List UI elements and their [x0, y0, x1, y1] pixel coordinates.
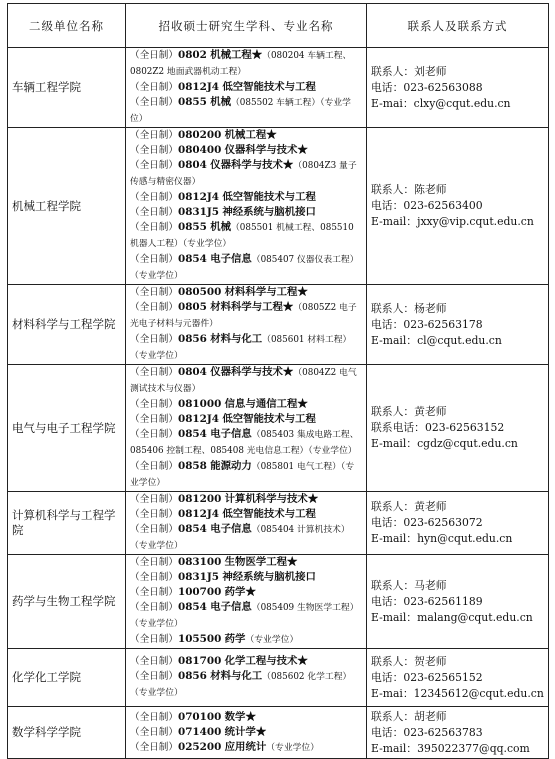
- program-mode: （全日制）: [130, 97, 178, 108]
- program-name: 低空智能技术与工程: [222, 81, 316, 93]
- contact-phone: 联系电话：023-62563152: [371, 421, 505, 434]
- program-line: [130, 522, 362, 554]
- program-code: 0812J4: [177, 191, 220, 203]
- program-line: [130, 585, 362, 600]
- program-name: 电子信息: [210, 253, 252, 265]
- program-name: 应用统计: [224, 740, 267, 753]
- program-line: [130, 220, 362, 252]
- program-mode: （全日制）: [130, 634, 178, 645]
- program-code: 105500: [177, 633, 222, 645]
- program-code: 0854: [177, 523, 207, 535]
- program-code: 0831J5: [177, 571, 220, 583]
- program-code: 0804: [177, 366, 207, 378]
- program-list: [126, 649, 367, 707]
- program-mode: （全日制）: [130, 711, 178, 723]
- program-mode: （全日制）: [130, 414, 178, 425]
- program-sub: （0804Z2 电气测试技术与仪器）: [130, 368, 357, 394]
- program-code: 0855: [177, 96, 207, 108]
- program-mode: （全日制）: [130, 726, 178, 738]
- program-name: 神经系统与脑机接口: [222, 571, 316, 583]
- program-mode: （全日制）: [130, 524, 178, 535]
- program-list: [126, 707, 367, 759]
- program-line: [130, 654, 362, 669]
- contact-email: E-mail：395022377@qq.com: [371, 741, 530, 755]
- program-code: 0812J4: [177, 413, 220, 425]
- program-name: 仪器科学与技术★: [224, 144, 308, 156]
- program-sub: （专业学位）: [245, 635, 299, 645]
- program-sub: （085601 材料工程）（专业学位）: [130, 335, 352, 361]
- program-mode: （全日制）: [130, 254, 178, 265]
- program-code: 071400: [177, 725, 222, 738]
- program-mode: （全日制）: [130, 656, 178, 667]
- program-code: 080400: [177, 144, 222, 156]
- contact-phone: 电话：023-62563088: [371, 80, 483, 94]
- program-sub: （0804Z3 量子传感与精密仪器）: [130, 161, 357, 187]
- program-line: [130, 427, 362, 459]
- program-mode: （全日制）: [130, 557, 178, 568]
- contact-info: [367, 492, 549, 555]
- program-code: 0856: [177, 670, 207, 682]
- program-mode: （全日制）: [130, 145, 178, 156]
- contact-person: 联系人：刘老师: [371, 64, 447, 78]
- program-name: 神经系统与脑机接口: [222, 206, 316, 218]
- unit-name: 计算机科学与工程学院: [8, 492, 126, 555]
- program-list: [126, 555, 367, 649]
- program-sub: （085502 车辆工程）（专业学位）: [130, 98, 351, 124]
- program-code: 070100: [177, 710, 222, 723]
- program-line: [130, 632, 362, 648]
- unit-name: 电气与电子工程学院: [8, 365, 126, 492]
- contact-phone: 电话：023-62563783: [371, 725, 483, 739]
- unit-name: 数学科学学院: [8, 707, 126, 759]
- contact-email: E-mail：cgdz@cqut.edu.cn: [371, 437, 518, 450]
- program-mode: （全日制）: [130, 192, 178, 203]
- program-line: [130, 725, 362, 740]
- program-code: 0805: [177, 301, 207, 313]
- program-line: [130, 300, 362, 332]
- unit-name: 机械工程学院: [8, 128, 126, 285]
- program-name: 能源动力: [210, 460, 252, 472]
- program-code: 080500: [177, 286, 222, 298]
- program-list: [126, 285, 367, 365]
- program-name: 药学: [224, 633, 246, 645]
- program-mode: （全日制）: [130, 334, 178, 345]
- contact-email: E-mail：jxxy@vip.cqut.edu.cn: [371, 215, 534, 228]
- program-code: 081200: [177, 493, 222, 505]
- program-name: 机械: [210, 221, 231, 233]
- contact-person: 联系人：黄老师: [371, 500, 447, 513]
- program-code: 0856: [177, 333, 207, 345]
- program-sub: （085501 机械工程、085510 机器人工程）（专业学位）: [130, 223, 354, 249]
- table-body: [8, 48, 549, 759]
- table-row: [8, 707, 549, 759]
- program-sub: （085602 化学工程）（专业学位）: [130, 672, 352, 698]
- table-row: [8, 128, 549, 285]
- program-name: 数学★: [224, 710, 256, 723]
- unit-name: 药学与生物工程学院: [8, 555, 126, 649]
- contact-info: [367, 365, 549, 492]
- program-mode: （全日制）: [130, 82, 178, 93]
- program-name: 仪器科学与技术★: [210, 159, 294, 171]
- contact-info: [367, 555, 549, 649]
- program-mode: （全日制）: [130, 572, 178, 583]
- program-mode: （全日制）: [130, 160, 178, 171]
- table-row: [8, 492, 549, 555]
- program-mode: （全日制）: [130, 741, 178, 753]
- unit-name: 化学化工学院: [8, 649, 126, 707]
- unit-name: 材料科学与工程学院: [8, 285, 126, 365]
- program-line: [130, 332, 362, 364]
- contact-person: 联系人：黄老师: [371, 405, 447, 418]
- contact-phone: 电话：023-62561189: [371, 594, 483, 608]
- program-mode: （全日制）: [130, 509, 178, 520]
- program-code: 081700: [177, 655, 222, 667]
- program-code: 0858: [177, 460, 207, 472]
- program-mode: （全日制）: [130, 367, 178, 378]
- program-list: [126, 128, 367, 285]
- program-code: 0854: [177, 428, 207, 440]
- contact-email: E-mai：12345612@cqut.edu.cn: [371, 686, 544, 700]
- program-line: [130, 669, 362, 701]
- program-mode: （全日制）: [130, 602, 178, 613]
- program-list: [126, 492, 367, 555]
- program-code: 0854: [177, 253, 207, 265]
- program-name: 材料与化工: [210, 670, 263, 682]
- program-line: [130, 252, 362, 284]
- contact-email: E-mail：hyn@cqut.edu.cn: [371, 532, 513, 545]
- contact-person: 联系人：陈老师: [371, 183, 447, 196]
- program-mode: （全日制）: [130, 671, 178, 682]
- programs-table: [7, 3, 549, 759]
- program-code: 0855: [177, 221, 207, 233]
- program-name: 生物医学工程★: [224, 556, 298, 568]
- program-name: 材料科学与工程★: [224, 286, 308, 298]
- program-line: [130, 95, 362, 127]
- program-name: 电子信息: [210, 523, 252, 535]
- program-line: [130, 710, 362, 725]
- program-mode: （全日制）: [130, 587, 178, 598]
- program-code: 081000: [177, 398, 222, 410]
- contact-email: E-mail：cl@cqut.edu.cn: [371, 333, 502, 347]
- table-row: [8, 285, 549, 365]
- program-code: 0812J4: [177, 508, 220, 520]
- program-line: [130, 412, 362, 427]
- program-sub: （085407 仪器仪表工程）（专业学位）: [130, 255, 359, 281]
- program-line: [130, 492, 362, 507]
- program-name: 化学工程与技术★: [224, 655, 308, 667]
- program-mode: （全日制）: [130, 50, 178, 61]
- program-name: 信息与通信工程★: [224, 398, 308, 410]
- program-name: 电子信息: [210, 428, 252, 440]
- program-line: [130, 570, 362, 585]
- program-sub: （085409 生物医学工程）（专业学位）: [130, 603, 359, 629]
- contact-person: 联系人：贺老师: [371, 654, 447, 668]
- program-code: 0831J5: [177, 206, 220, 218]
- contact-phone: 电话：023-62563400: [371, 199, 483, 212]
- contact-info: [367, 707, 549, 759]
- program-sub: （085801 电气工程）（专业学位）: [130, 462, 355, 488]
- program-line: [130, 128, 362, 143]
- header-programs: 招收硕士研究生学科、专业名称: [126, 4, 367, 48]
- program-line: [130, 507, 362, 522]
- program-code: 0804: [177, 159, 207, 171]
- table-row: [8, 365, 549, 492]
- contact-email: E-mail：malang@cqut.edu.cn: [371, 610, 533, 624]
- program-mode: （全日制）: [130, 207, 178, 218]
- program-name: 计算机科学与技术★: [224, 493, 319, 505]
- program-sub: （085403 集成电路工程、085406 控制工程、085408 光电信息工程）（专业学位）: [130, 430, 359, 456]
- program-line: [130, 397, 362, 412]
- program-line: [130, 600, 362, 632]
- header-contact: 联系人及联系方式: [367, 4, 549, 48]
- program-code: 0812J4: [177, 81, 220, 93]
- program-name: 低空智能技术与工程: [222, 413, 316, 425]
- program-mode: （全日制）: [130, 429, 178, 440]
- program-sub: （0805Z2 电子光电子材料与元器件）: [130, 303, 357, 329]
- program-mode: （全日制）: [130, 130, 178, 141]
- contact-info: [367, 128, 549, 285]
- program-line: [130, 459, 362, 491]
- program-mode: （全日制）: [130, 222, 178, 233]
- program-name: 机械: [210, 96, 231, 108]
- program-code: 100700: [177, 586, 222, 598]
- program-mode: （全日制）: [130, 461, 178, 472]
- unit-name: 车辆工程学院: [8, 48, 126, 128]
- program-line: [130, 555, 362, 570]
- contact-person: 联系人：马老师: [371, 578, 447, 592]
- program-mode: （全日制）: [130, 399, 178, 410]
- program-line: [130, 48, 362, 80]
- contact-phone: 电话：023-62563072: [371, 516, 483, 529]
- contact-email: E-mai：clxy@cqut.edu.cn: [371, 96, 511, 110]
- program-name: 材料与化工: [210, 333, 263, 345]
- program-line: [130, 205, 362, 220]
- program-code: 083100: [177, 556, 222, 568]
- contact-info: [367, 48, 549, 128]
- contact-info: [367, 649, 549, 707]
- program-line: [130, 143, 362, 158]
- program-name: 电子信息: [210, 601, 252, 613]
- contact-person: 联系人：杨老师: [371, 301, 447, 315]
- program-list: [126, 365, 367, 492]
- program-code: 025200: [177, 740, 222, 753]
- program-line: [130, 285, 362, 300]
- program-code: 0854: [177, 601, 207, 613]
- program-name: 材料科学与工程★: [210, 301, 294, 313]
- table-row: [8, 48, 549, 128]
- program-sub: （080204 车辆工程、0802Z2 地面武器机动工程）: [130, 51, 352, 77]
- program-line: [130, 365, 362, 397]
- contact-info: [367, 285, 549, 365]
- program-line: [130, 740, 362, 756]
- header-unit: 二级单位名称: [8, 4, 126, 48]
- program-sub: （专业学位）: [266, 742, 320, 753]
- program-mode: （全日制）: [130, 287, 178, 298]
- program-sub: （085404 计算机技术）（专业学位）: [130, 525, 350, 551]
- program-name: 机械工程★: [210, 49, 263, 61]
- contact-person: 联系人：胡老师: [371, 709, 447, 723]
- program-line: [130, 190, 362, 205]
- program-mode: （全日制）: [130, 494, 178, 505]
- program-name: 仪器科学与技术★: [210, 366, 294, 378]
- program-name: 机械工程★: [224, 129, 277, 141]
- contact-phone: 电话：023-62565152: [371, 670, 483, 684]
- program-line: [130, 80, 362, 95]
- program-name: 低空智能技术与工程: [222, 191, 316, 203]
- program-list: [126, 48, 367, 128]
- program-code: 0802: [177, 49, 207, 61]
- table-row: [8, 555, 549, 649]
- table-row: [8, 649, 549, 707]
- program-mode: （全日制）: [130, 302, 178, 313]
- program-name: 统计学★: [224, 725, 267, 738]
- contact-phone: 电话：023-62563178: [371, 317, 483, 331]
- program-name: 低空智能技术与工程: [222, 508, 316, 520]
- program-line: [130, 158, 362, 190]
- program-name: 药学★: [224, 586, 256, 598]
- program-code: 080200: [177, 129, 222, 141]
- header-row: [8, 4, 549, 48]
